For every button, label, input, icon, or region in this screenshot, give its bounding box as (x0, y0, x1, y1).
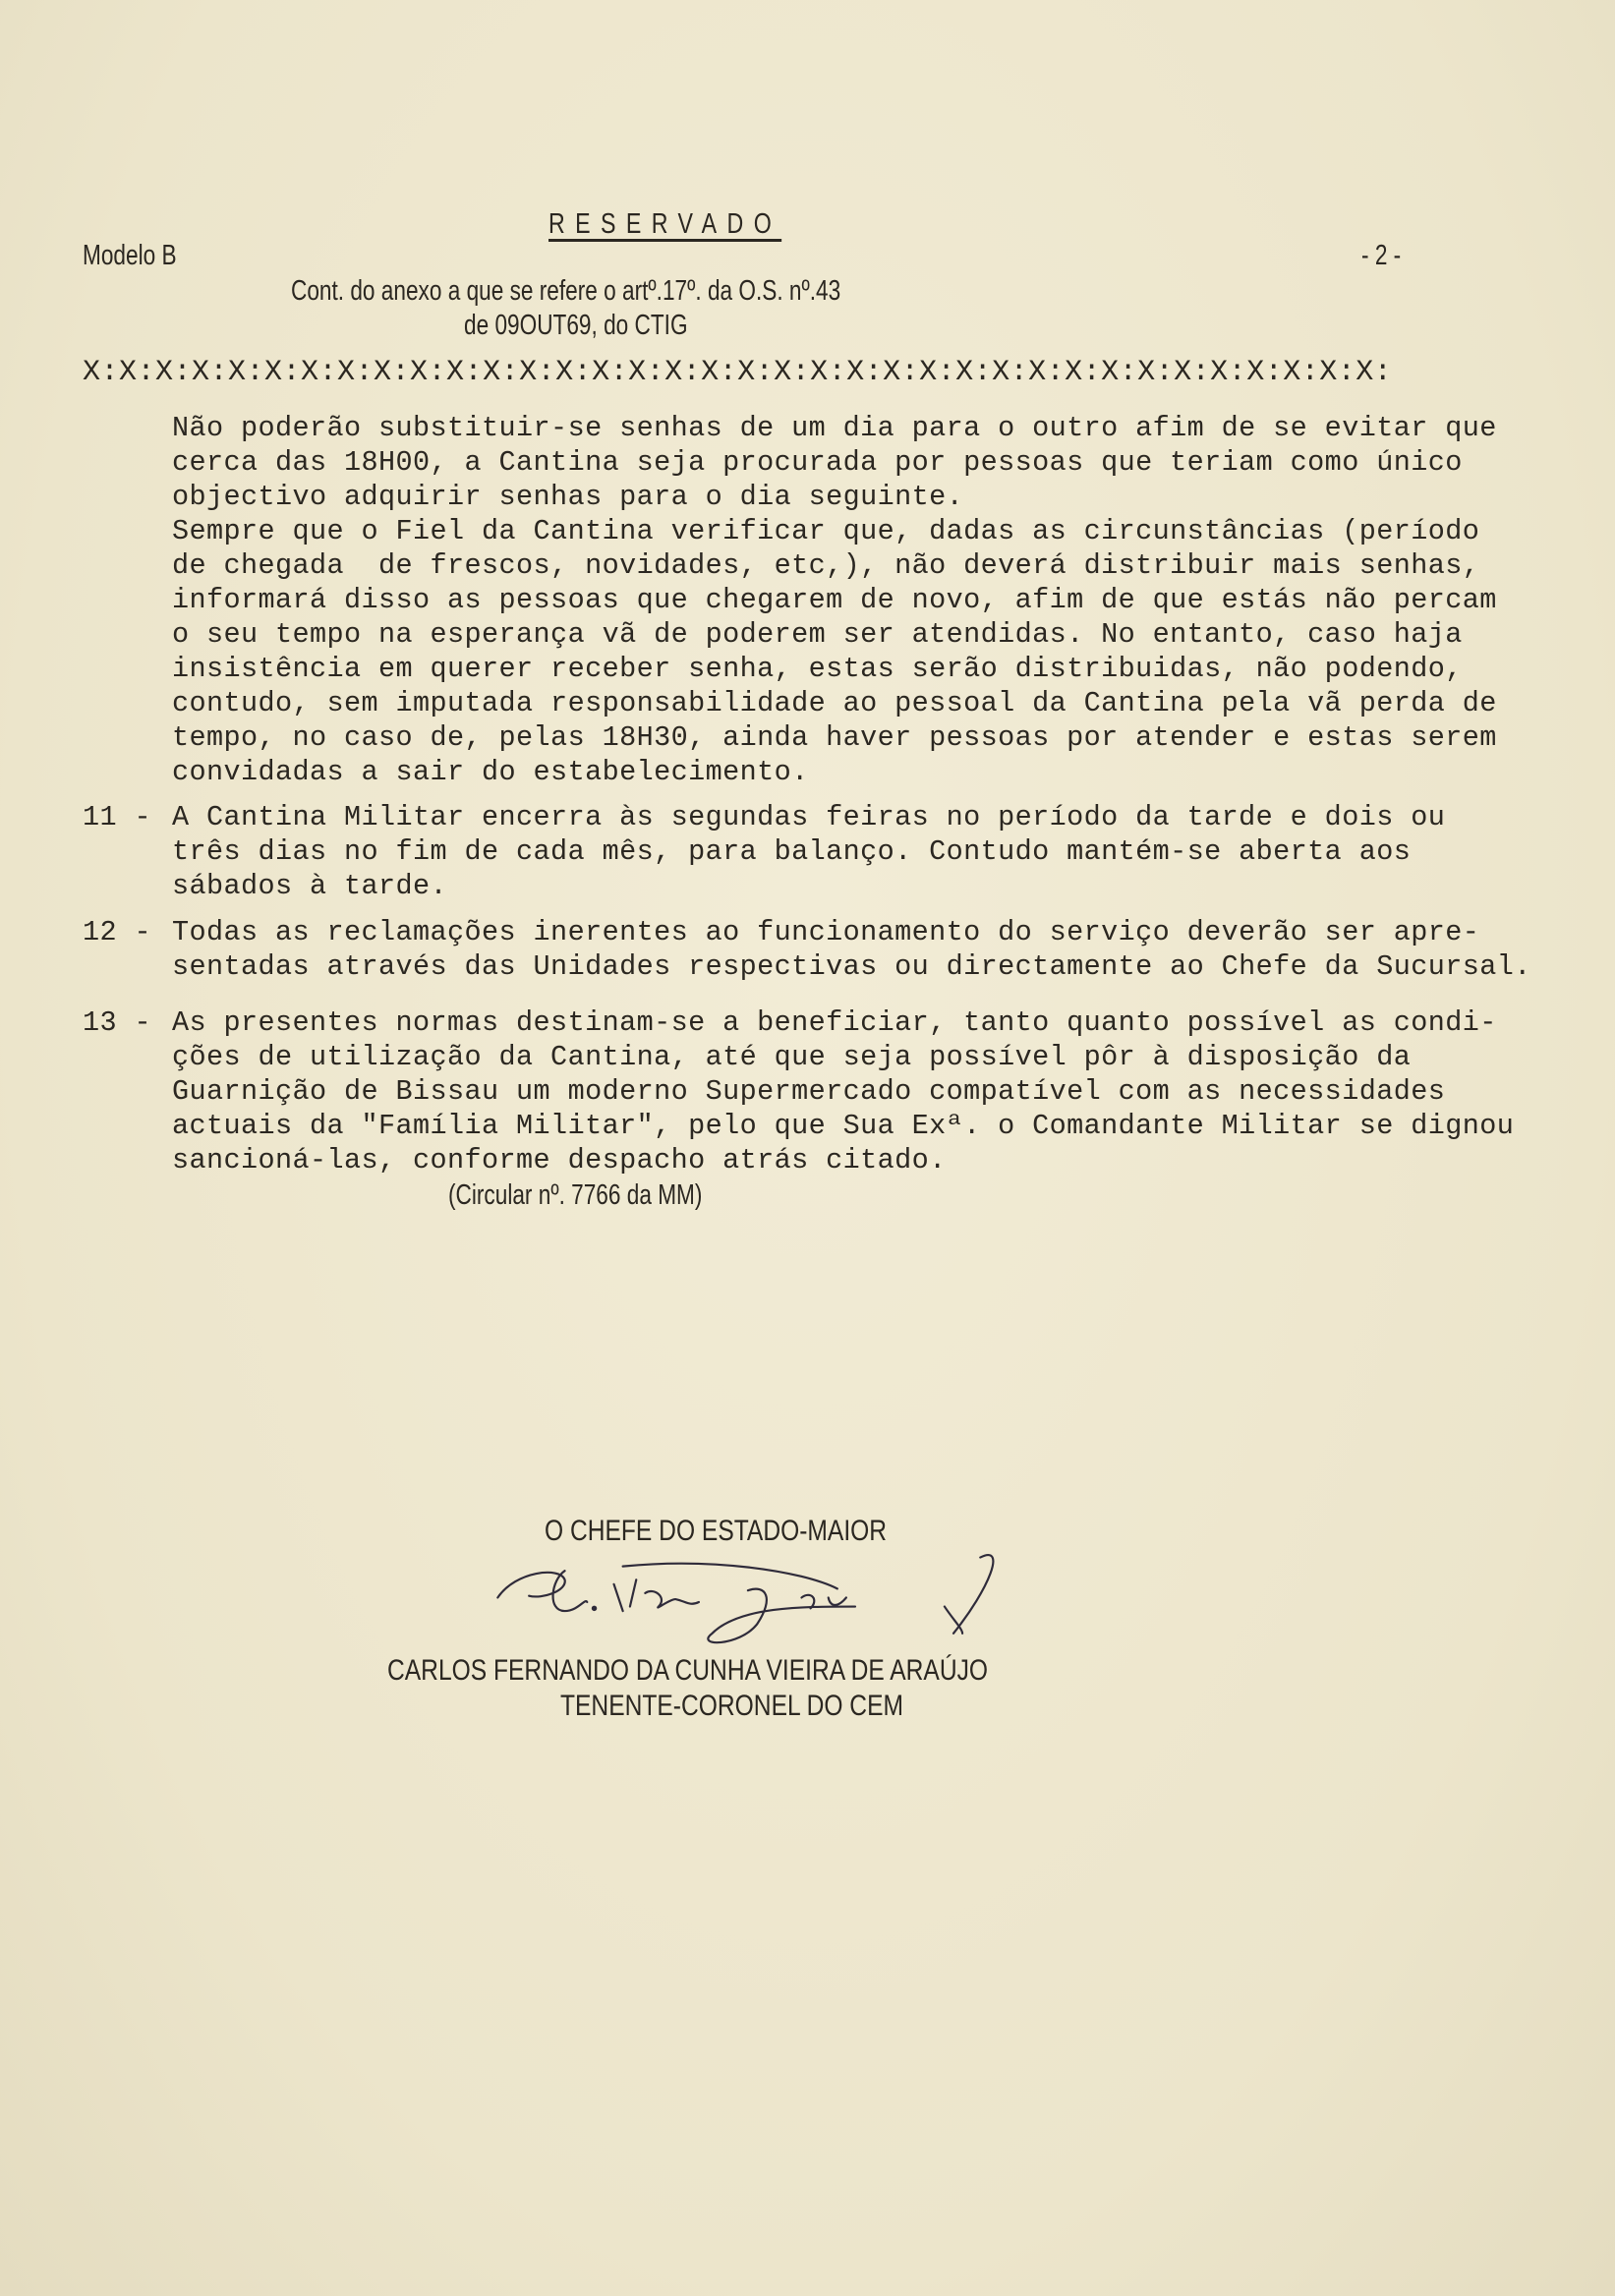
item-13 (172, 1005, 1514, 1177)
item-13-number-wrap (83, 1005, 151, 1040)
item-12 (172, 915, 1531, 984)
text-line: de chegada de frescos, novidades, etc,), não deverá distribuir mais senhas, (172, 549, 1480, 582)
text-line: contudo, sem imputada responsabilidade ao pessoal da Cantina pela vã perda de (172, 687, 1497, 719)
text-line: Todas as reclamações inerentes ao funcionamento do serviço deverão ser apre- (172, 916, 1480, 948)
text-line: As presentes normas destinam-se a beneficiar, tanto quanto possível as condi- (172, 1006, 1497, 1039)
text-line: três dias no fim de cada mês, para balanço. Contudo mantém-se aberta aos (172, 835, 1412, 868)
text-line: o seu tempo na esperança vã de poderem ser atendidas. No entanto, caso haja (172, 618, 1463, 651)
text-line: Guarnição de Bissau um moderno Supermercado compatível com as necessidades (172, 1075, 1446, 1108)
item-12-number-wrap (83, 915, 151, 949)
page-number: - 2 - (1361, 240, 1402, 271)
text-line: actuais da "Família Militar", pelo que Sua Exª. o Comandante Militar se dignou (172, 1110, 1515, 1142)
signatory-name: CARLOS FERNANDO DA CUNHA VIEIRA DE ARAÚJO (387, 1654, 989, 1687)
text-line: sancioná-las, conforme despacho atrás citado. (172, 1144, 947, 1177)
text-line: ções de utilização da Cantina, até que seja possível pôr à disposição da (172, 1041, 1412, 1073)
item-11-number: 11 - (83, 801, 152, 833)
item-11 (172, 800, 1445, 903)
text-line: insistência em querer receber senha, estas serão distribuidas, não podendo, (172, 653, 1463, 685)
text-line: Sempre que o Fiel da Cantina verificar que, dadas as circunstâncias (período (172, 515, 1480, 547)
handwritten-signature (452, 1553, 1062, 1651)
item-12-number: 12 - (83, 916, 152, 948)
item-13-number: 13 - (83, 1006, 152, 1039)
text-line: tempo, no caso de, pelas 18H30, ainda haver pessoas por atender e estas serem (172, 721, 1497, 754)
text-line: convidadas a sair do estabelecimento. (172, 756, 809, 788)
text-line: informará disso as pessoas que chegarem de novo, afim de que estás não percam (172, 584, 1497, 616)
circular-reference: (Circular nº. 7766 da MM) (448, 1179, 703, 1211)
text-line: objectivo adquirir senhas para o dia seguinte. (172, 481, 964, 513)
item-11-number-wrap (83, 800, 151, 834)
intro-paragraph (172, 411, 1497, 789)
text-line: A Cantina Militar encerra às segundas feiras no período da tarde e dois ou (172, 801, 1446, 833)
text-line: Não poderão substituir-se senhas de um dia para o outro afim de se evitar que (172, 412, 1497, 444)
signature-title: O CHEFE DO ESTADO-MAIOR (545, 1515, 888, 1547)
signatory-rank: TENENTE-CORONEL DO CEM (560, 1690, 903, 1722)
text-line: sábados à tarde. (172, 870, 448, 902)
reference-line-2: de 09OUT69, do CTIG (464, 310, 688, 341)
separator-line: X:X:X:X:X:X:X:X:X:X:X:X:X:X:X:X:X:X:X:X:X:X:X:X:X:X:X:X:X:X:X:X:X:X:X:X: (83, 356, 1393, 389)
reference-line-1: Cont. do anexo a que se refere o artº.17º. da O.S. nº.43 (291, 275, 841, 307)
text-line: sentadas através das Unidades respectivas ou directamente ao Chefe da Sucursal. (172, 950, 1531, 983)
model-label: Modelo B (83, 240, 177, 271)
classification-label: RESERVADO (548, 208, 782, 240)
text-line: cerca das 18H00, a Cantina seja procurada por pessoas que teriam como único (172, 446, 1463, 479)
